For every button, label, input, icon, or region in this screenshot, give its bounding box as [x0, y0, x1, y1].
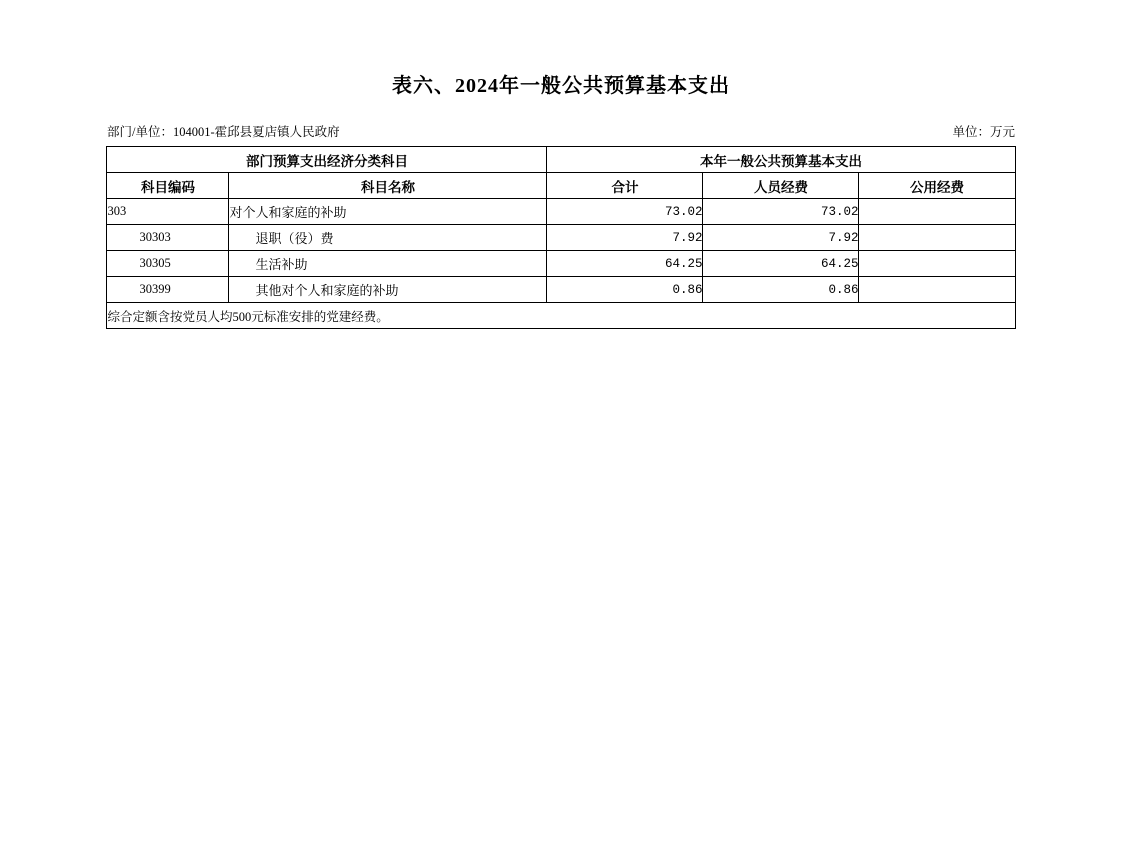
- cell-code: 30303: [107, 225, 229, 251]
- meta-row: [107, 122, 1015, 140]
- group-header-left: 部门预算支出经济分类科目: [107, 147, 547, 173]
- cell-personnel: 7.92: [703, 225, 859, 251]
- table-row: [107, 251, 1015, 277]
- unit-label: 单位：万元: [952, 125, 1015, 139]
- table-group-header-row: [107, 147, 1015, 173]
- cell-public: [859, 225, 1015, 251]
- cell-name: 退职（役）费: [229, 225, 547, 251]
- column-header-personnel: 人员经费: [703, 173, 859, 199]
- column-header-code: 科目编码: [107, 173, 229, 199]
- cell-personnel: 0.86: [703, 277, 859, 303]
- column-header-public: 公用经费: [859, 173, 1015, 199]
- cell-total: 0.86: [547, 277, 703, 303]
- cell-name: 生活补助: [229, 251, 547, 277]
- cell-total: 64.25: [547, 251, 703, 277]
- cell-public: [859, 199, 1015, 225]
- column-header-total: 合计: [547, 173, 703, 199]
- budget-table: [106, 146, 1015, 329]
- page-title: 表六、2024年一般公共预算基本支出: [392, 75, 730, 97]
- cell-code: 303: [107, 199, 229, 225]
- department-label: 部门/单位：104001-霍邱县夏店镇人民政府: [107, 125, 340, 139]
- cell-total: 7.92: [547, 225, 703, 251]
- cell-code: 30305: [107, 251, 229, 277]
- cell-personnel: 64.25: [703, 251, 859, 277]
- table-column-header-row: [107, 173, 1015, 199]
- table-row: [107, 225, 1015, 251]
- cell-public: [859, 277, 1015, 303]
- cell-public: [859, 251, 1015, 277]
- cell-personnel: 73.02: [703, 199, 859, 225]
- table-row: [107, 199, 1015, 225]
- cell-total: 73.02: [547, 199, 703, 225]
- table-note: 综合定额含按党员人均500元标准安排的党建经费。: [107, 303, 1015, 329]
- cell-name: 对个人和家庭的补助: [229, 199, 547, 225]
- cell-name: 其他对个人和家庭的补助: [229, 277, 547, 303]
- group-header-right: 本年一般公共预算基本支出: [547, 147, 1015, 173]
- table-row: [107, 277, 1015, 303]
- column-header-name: 科目名称: [229, 173, 547, 199]
- cell-code: 30399: [107, 277, 229, 303]
- table-note-row: [107, 303, 1015, 329]
- document-page: [0, 72, 1122, 866]
